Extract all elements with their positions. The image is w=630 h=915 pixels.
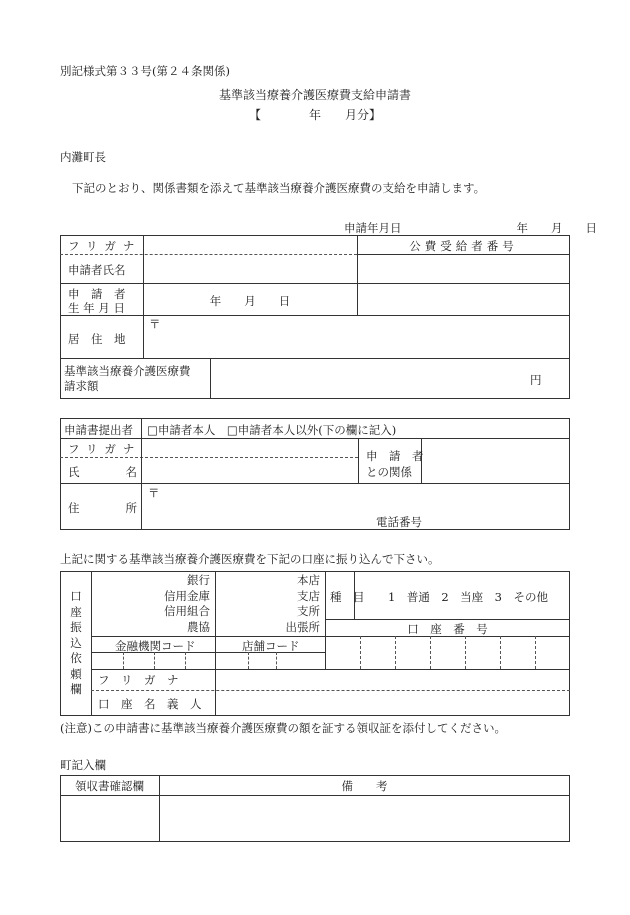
account-number-label: 口 座 番 号 xyxy=(407,622,488,636)
submitter-name-label: 氏 名 xyxy=(68,465,137,479)
relation-input[interactable] xyxy=(422,439,569,482)
account-type-label: 種 目 xyxy=(330,590,365,604)
applicant-name-label: 申請者氏名 xyxy=(68,263,126,277)
submitter-furigana-label: フリガナ xyxy=(68,442,142,456)
institution-type-list[interactable]: 銀行 信用金庫 信用組合 農協 xyxy=(164,573,210,634)
addressee: 内灘町長 xyxy=(60,150,106,164)
submitter-address-label: 住 所 xyxy=(68,501,137,515)
birth-label-1: 申 請 者 xyxy=(68,287,126,301)
birth-label-2: 生 年 月 日 xyxy=(68,301,125,315)
submitter-options[interactable]: □申請者本人 □申請者本人以外(下の欄に記入) xyxy=(147,423,397,437)
relation-label-1: 申 請 者 xyxy=(366,449,424,463)
holder-label: 口 座 名 義 人 xyxy=(98,697,202,711)
branch-code-input[interactable] xyxy=(216,653,324,668)
applicant-name-input[interactable] xyxy=(143,255,356,282)
account-type-options[interactable]: 1 普通 2 当座 3 その他 xyxy=(388,590,548,604)
form-number: 別記様式第３３号(第２４条関係) xyxy=(60,64,230,78)
address-input[interactable] xyxy=(160,317,568,357)
address-label: 居 住 地 xyxy=(68,332,126,346)
period-field: 【 年 月分】 xyxy=(248,108,381,122)
birth-date-field[interactable]: 年 月 日 xyxy=(209,294,291,308)
office-section-label: 町記入欄 xyxy=(60,758,106,772)
bank-side-label: 口 座 振 込 依 頼 欄 xyxy=(70,589,82,696)
postal-mark: 〒 xyxy=(149,317,161,331)
phone-label: 電話番号 xyxy=(376,515,422,529)
submitter-label: 申請書提出者 xyxy=(64,423,133,437)
notice-text: (注意)この申請書に基準該当療養介護医療費の額を証する領収証を添付してください。 xyxy=(60,721,506,735)
bank-furigana-label: フ リ ガ ナ xyxy=(98,673,179,687)
branch-type-list[interactable]: 本店 支店 支所 出張所 xyxy=(285,573,320,634)
yen-unit: 円 xyxy=(530,373,542,387)
application-date[interactable]: 申請年月日 年 月 日 xyxy=(344,221,597,235)
remarks-input[interactable] xyxy=(160,796,569,841)
claim-label-2: 請求額 xyxy=(64,379,99,393)
account-number-input[interactable] xyxy=(326,637,569,668)
furigana-label: フリガナ xyxy=(68,239,142,253)
institution-code-label: 金融機関コード xyxy=(115,639,196,653)
remarks-label: 備 考 xyxy=(341,779,388,793)
submitter-postal-mark: 〒 xyxy=(148,486,160,500)
recipient-number-label: 公費受給者番号 xyxy=(409,239,518,253)
claim-label-1: 基準該当療養介護医療費 xyxy=(64,364,191,378)
receipt-check-label: 領収書確認欄 xyxy=(75,779,144,793)
submitter-name-input[interactable] xyxy=(142,439,357,482)
form-title: 基準該当療養介護医療費支給申請書 xyxy=(218,88,411,102)
institution-code-input[interactable] xyxy=(92,653,214,668)
holder-input[interactable] xyxy=(216,670,569,715)
intro-text: 下記のとおり、関係書類を添えて基準該当療養介護医療費の支給を申請します。 xyxy=(72,181,486,195)
relation-label-2: との関係 xyxy=(366,465,412,479)
furigana-input[interactable] xyxy=(143,236,356,253)
claim-amount-input[interactable] xyxy=(211,359,521,398)
recipient-number-input[interactable] xyxy=(358,255,569,314)
bank-intro: 上記に関する基準該当療養介護医療費を下記の口座に振り込んで下さい。 xyxy=(60,552,440,566)
receipt-check-input[interactable] xyxy=(61,796,158,841)
submitter-address-input[interactable] xyxy=(160,486,568,514)
branch-code-label: 店舗コード xyxy=(242,639,300,653)
